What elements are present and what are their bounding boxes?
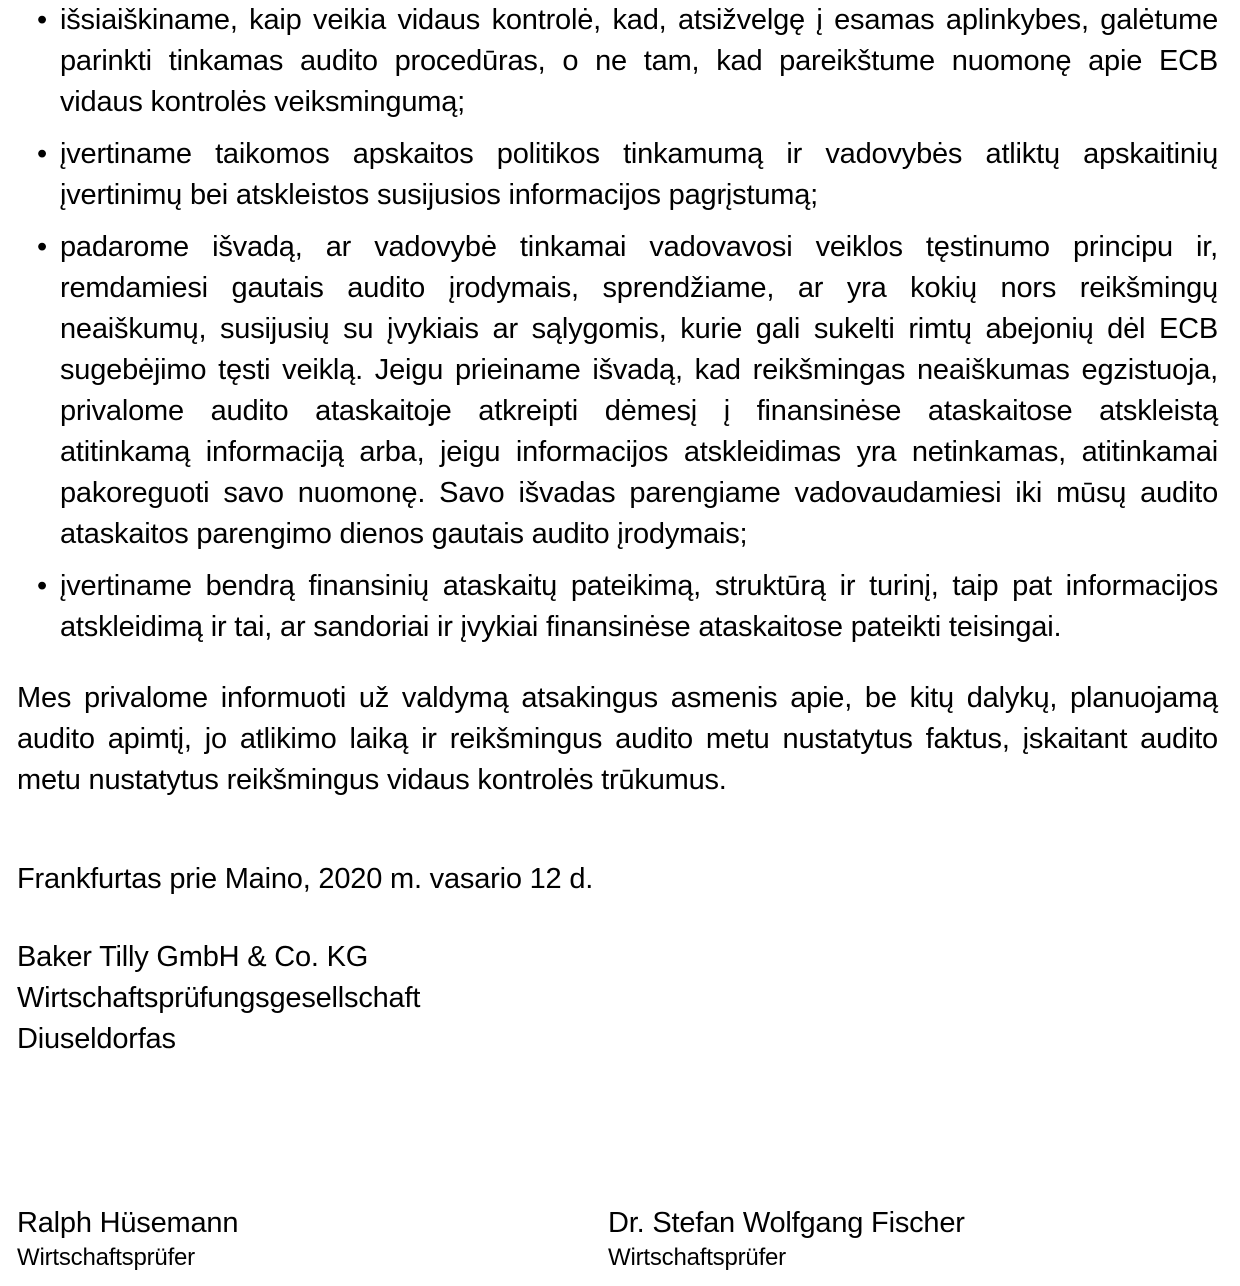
signature-right	[608, 1206, 1218, 1273]
signatory-name: Ralph Hüsemann	[17, 1207, 239, 1239]
bullet-marker: •	[37, 4, 47, 36]
text-line: ataskaitos parengimo dienos gautais audito įrodymais;	[60, 518, 748, 550]
firm-city: Diuseldorfas	[17, 1023, 176, 1055]
text-line: įvertiname taikomos apskaitos politikos tinkamumą ir vadovybės atliktų apskaitinių	[60, 138, 1218, 170]
text-line: įvertinimų bei atskleistos susijusios informacijos pagrįstumą;	[60, 179, 818, 211]
signatory-title: Wirtschaftsprüfer	[17, 1244, 195, 1271]
bullet-item	[17, 134, 1218, 216]
text-line: metu nustatytus reikšmingus vidaus kontrolės trūkumus.	[17, 764, 727, 796]
text-line: sugebėjimo tęsti veiklą. Jeigu prieiname išvadą, kad reikšmingas neaiškumas egzistuoja,	[60, 354, 1218, 386]
text-line: audito apimtį, jo atlikimo laiką ir reikšmingus audito metu nustatytus faktus, įskaitant audito	[17, 723, 1218, 755]
text-line: privalome audito ataskaitoje atkreipti dėmesį į finansinėse ataskaitose atskleistą	[60, 395, 1218, 427]
text-line: išsiaiškiname, kaip veikia vidaus kontrolė, kad, atsižvelgę į esamas aplinkybes, galėtume	[60, 4, 1218, 36]
signature-row	[17, 1206, 1218, 1273]
closing-paragraph	[17, 678, 1218, 801]
text-line: įvertiname bendrą finansinių ataskaitų pateikimą, struktūrą ir turinį, taip pat informacijos	[60, 570, 1218, 602]
text-line: vidaus kontrolės veiksmingumą;	[60, 86, 466, 118]
text-line: padarome išvadą, ar vadovybė tinkamai vadovavosi veiklos tęstinumo principu ir,	[60, 231, 1218, 263]
text-line: parinkti tinkamas audito procedūras, o ne tam, kad pareikštume nuomonę apie ECB	[60, 45, 1218, 77]
firm-block	[17, 937, 1218, 1060]
text-line: atskleidimą ir tai, ar sandoriai ir įvykiai finansinėse ataskaitose pateikti teisingai.	[60, 611, 1062, 643]
firm-name: Baker Tilly GmbH & Co. KG	[17, 941, 369, 973]
bullet-item	[17, 0, 1218, 123]
bullet-text	[60, 566, 1218, 648]
dateline: Frankfurtas prie Maino, 2020 m. vasario 12 d.	[17, 863, 594, 895]
signatory-name: Dr. Stefan Wolfgang Fischer	[608, 1207, 965, 1239]
text-line: remdamiesi gautais audito įrodymais, sprendžiame, ar yra kokių nors reikšmingų	[60, 272, 1218, 304]
signature-left	[17, 1206, 608, 1273]
bullet-item	[17, 566, 1218, 648]
report-body	[17, 0, 1218, 1060]
signatory-title: Wirtschaftsprüfer	[608, 1244, 786, 1271]
text-line: pakoreguoti savo nuomonę. Savo išvadas parengiame vadovaudamiesi iki mūsų audito	[60, 477, 1218, 509]
bullet-text	[60, 227, 1218, 555]
bullet-text	[60, 0, 1218, 123]
text-line: neaiškumų, susijusių su įvykiais ar sąlygomis, kurie gali sukelti rimtų abejonių dėl ECB	[60, 313, 1218, 345]
bullet-marker: •	[37, 231, 47, 263]
audit-procedures-bullet-list	[17, 0, 1218, 648]
bullet-marker: •	[37, 570, 47, 602]
firm-type: Wirtschaftsprüfungsgesellschaft	[17, 982, 421, 1014]
text-line: atitinkamą informaciją arba, jeigu informacijos atskleidimas yra netinkamas, atitinkamai	[60, 436, 1218, 468]
bullet-marker: •	[37, 138, 47, 170]
bullet-text	[60, 134, 1218, 216]
text-line: Mes privalome informuoti už valdymą atsakingus asmenis apie, be kitų dalykų, planuojamą	[17, 682, 1218, 714]
bullet-item	[17, 227, 1218, 555]
